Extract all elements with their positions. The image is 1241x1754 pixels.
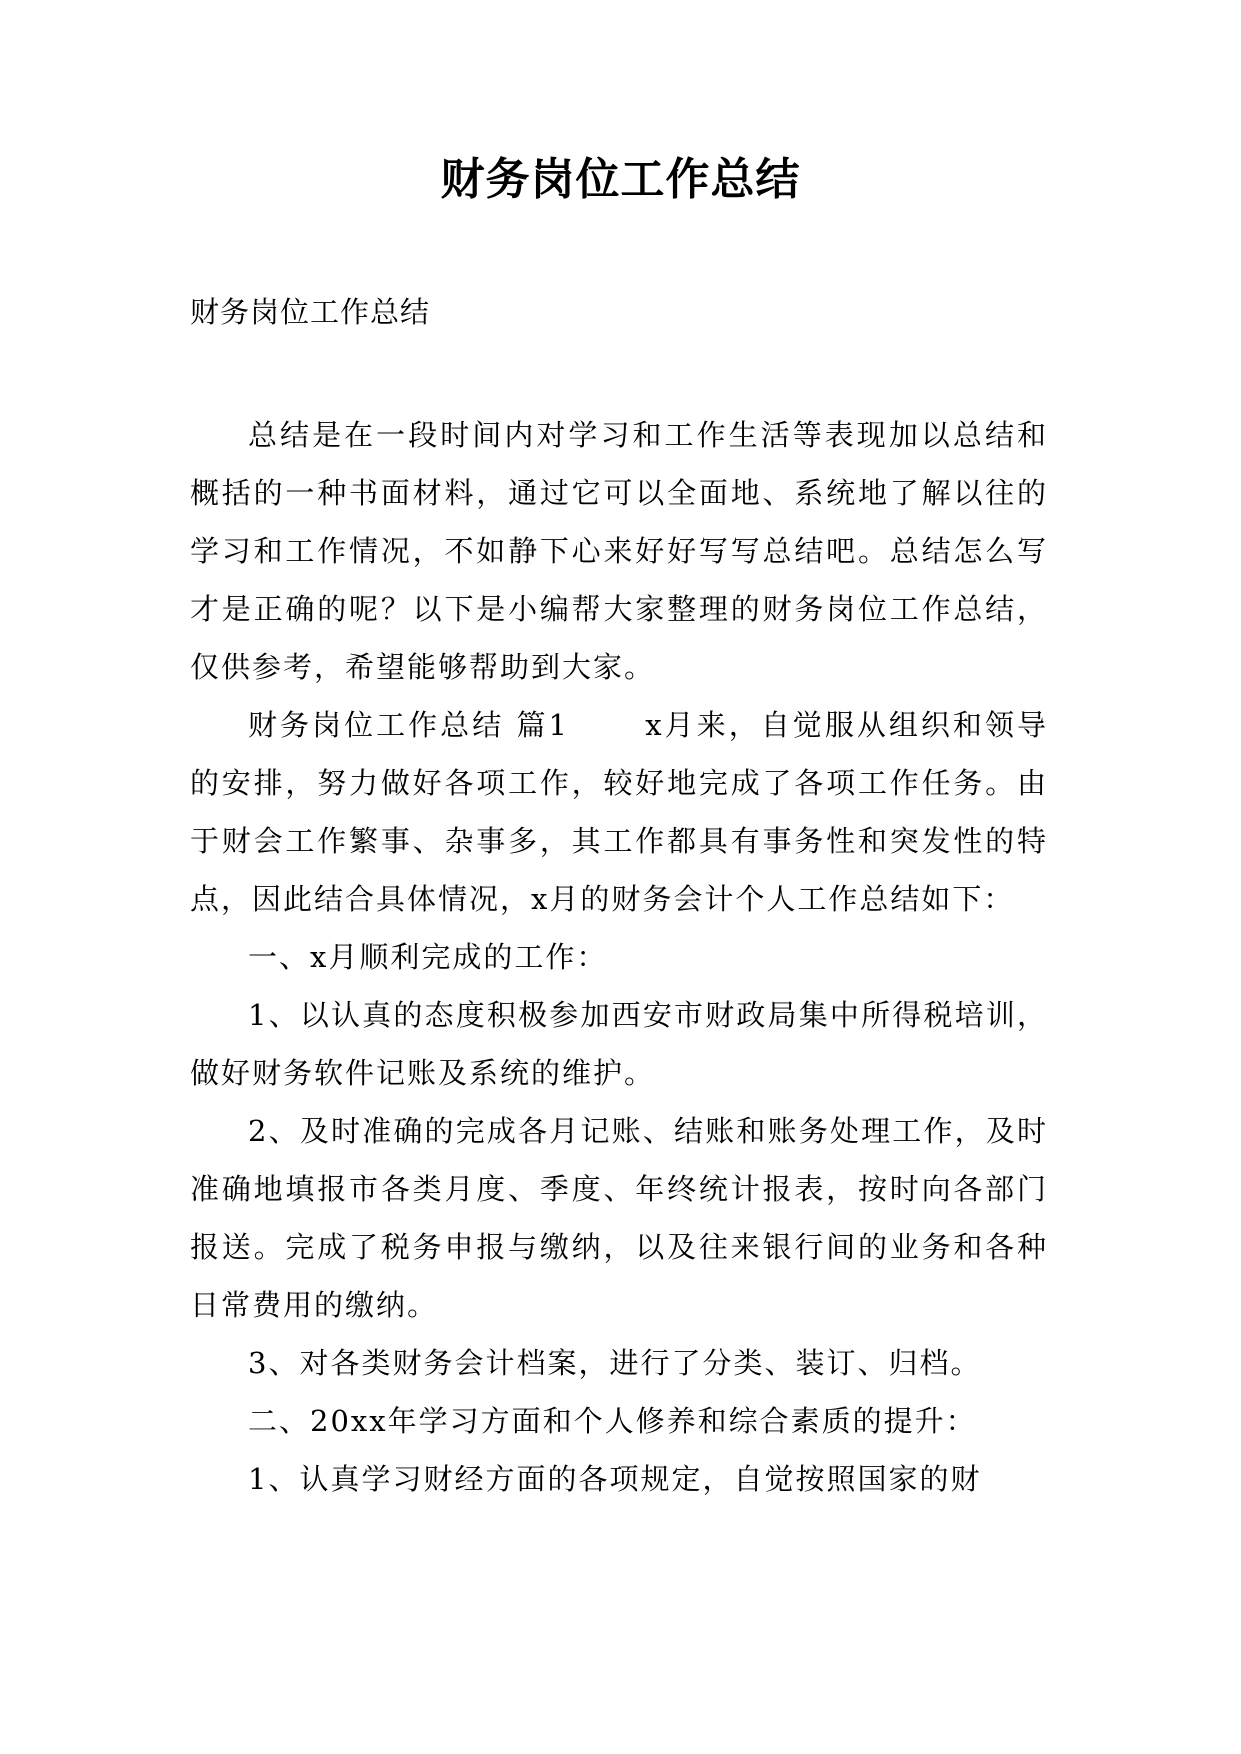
document-body bbox=[190, 406, 1048, 1508]
paragraph-item-1-3: 3、对各类财务会计档案，进行了分类、装订、归档。 bbox=[248, 1346, 982, 1380]
paragraph-item-2-1: 1、认真学习财经方面的各项规定，自觉按照国家的财 bbox=[248, 1462, 982, 1496]
document-subtitle: 财务岗位工作总结 bbox=[190, 295, 431, 329]
document-title: 财务岗位工作总结 bbox=[440, 154, 801, 205]
paragraph-part-1: 财务岗位工作总结 篇1 x月来，自觉服从组织和领导的安排，努力做好各项工作，较好地完成了各项工作任务。由于财会工作繁事、杂事多，其工作都具有事务性和突发性的特点，因此结合具体情况，x月的财务会计个人工作总结如下： bbox=[190, 708, 1048, 916]
heading-section-2: 二、20xx年学习方面和个人修养和综合素质的提升： bbox=[248, 1404, 977, 1438]
heading-section-1: 一、x月顺利完成的工作： bbox=[248, 940, 608, 974]
paragraph-intro: 总结是在一段时间内对学习和工作生活等表现加以总结和概括的一种书面材料，通过它可以全面地、系统地了解以往的学习和工作情况，不如静下心来好好写写总结吧。总结怎么写才是正确的呢？以下是小编帮大家整理的财务岗位工作总结，仅供参考，希望能够帮助到大家。 bbox=[190, 418, 1048, 684]
paragraph-item-1-1: 1、以认真的态度积极参加西安市财政局集中所得税培训，做好财务软件记账及系统的维护。 bbox=[190, 998, 1048, 1090]
paragraph-item-1-2: 2、及时准确的完成各月记账、结账和账务处理工作，及时准确地填报市各类月度、季度、年终统计报表，按时向各部门报送。完成了税务申报与缴纳，以及往来银行间的业务和各种日常费用的缴纳。 bbox=[190, 1114, 1048, 1322]
